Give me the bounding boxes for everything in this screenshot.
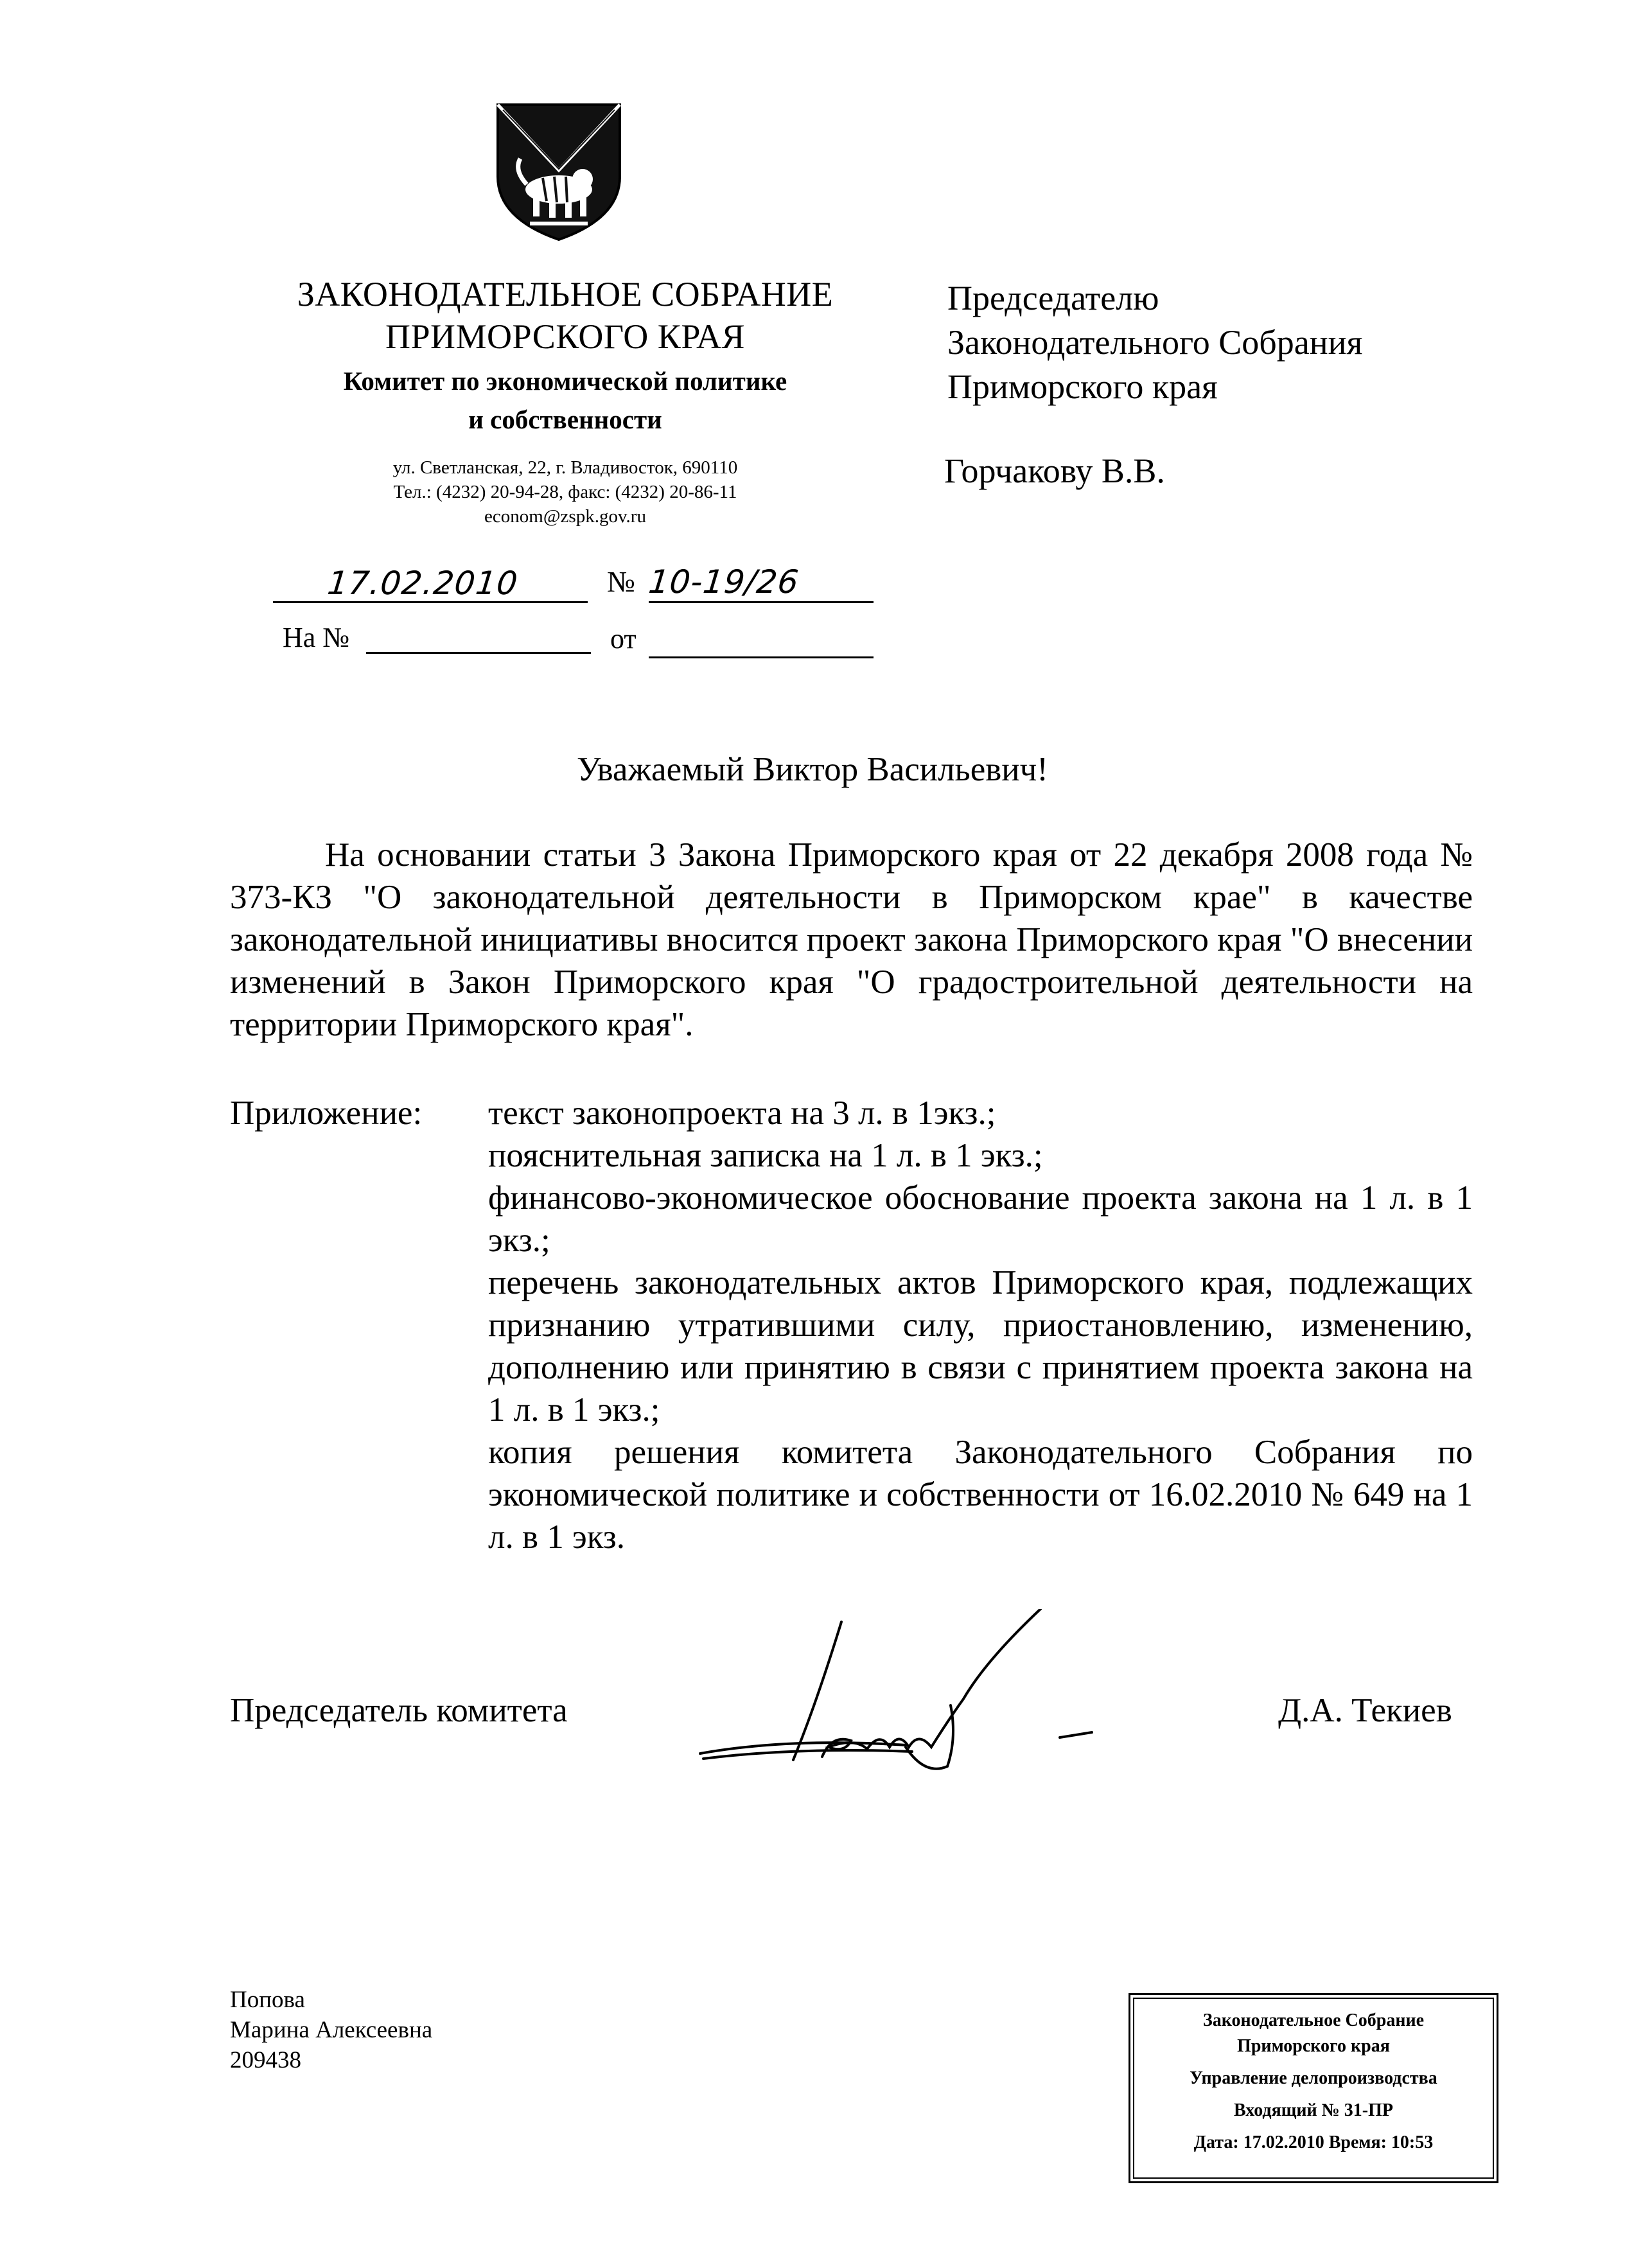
body-paragraph: На основании статьи 3 Закона Приморского края от 22 декабря 2008 года № 373-КЗ "О законодательной деятельности в Приморском крае" в качестве законодательной инициативы вносится проект закона Приморского края "О внесении изменений в Закон Приморского края "О градостроительной деятельности на территории Приморского края". (230, 836, 1473, 1043)
sender-block (244, 273, 886, 529)
executor-given-names: Марина Алексеевна (230, 2017, 433, 2043)
recipient-line3: Приморского края (947, 367, 1218, 406)
outgoing-number: 10-19/26 (646, 563, 801, 601)
organization-name-line1: ЗАКОНОДАТЕЛЬНОЕ СОБРАНИЕ (297, 275, 834, 313)
executor-info (230, 1985, 432, 2075)
reference-number-label: На № (283, 622, 350, 653)
outgoing-date-field (273, 559, 588, 603)
attachment-item: пояснительная записка на 1 л. в 1 экз.; (488, 1137, 1043, 1174)
organization-name-line2: ПРИМОРСКОГО КРАЯ (385, 317, 745, 356)
salutation: Уважаемый Виктор Васильевич! (577, 751, 1048, 788)
address-phone: Тел.: (4232) 20-94-28, факс: (4232) 20-86-11 (393, 482, 737, 502)
committee-name-line2: и собственности (468, 405, 662, 434)
handwritten-signature (694, 1609, 1156, 1802)
stamp-line2: Приморского края (1237, 2036, 1390, 2056)
reference-number-line (366, 652, 591, 654)
recipient-name: Горчакову В.В. (944, 452, 1165, 490)
incoming-registration-stamp (1129, 1993, 1498, 2183)
executor-surname: Попова (230, 1987, 305, 2013)
stamp-line1: Законодательное Собрание (1202, 2010, 1425, 2030)
coat-of-arms-icon (491, 100, 626, 244)
attachment-item: копия решения комитета Законодательного Собрания по экономической политике и собственности от 16.02.2010 № 649 на 1 л. в 1 экз. (488, 1434, 1473, 1556)
committee-name-line1: Комитет по экономической политике (343, 366, 787, 396)
attachment-item: перечень законодательных актов Приморского края, подлежащих признанию утратившими силу, приостановлению, изменению, дополнению или принятию в связи с принятием проекта закона на 1 л. в 1 экз.; (488, 1264, 1473, 1428)
address-street: ул. Светланская, 22, г. Владивосток, 690110 (392, 457, 738, 478)
stamp-content (1133, 1998, 1494, 2179)
signatory-title: Председатель комитета (230, 1692, 568, 1729)
reference-date-line (649, 656, 874, 658)
committee-name (244, 362, 886, 439)
recipient-line2: Законодательного Собрания (947, 323, 1363, 362)
signatory-name: Д.А. Текиев (1278, 1692, 1452, 1729)
recipient-line1: Председателю (947, 279, 1159, 317)
attachment-item: финансово-экономическое обоснование проекта закона на 1 л. в 1 экз.; (488, 1179, 1473, 1259)
outgoing-number-label: № (607, 565, 635, 598)
attachments-label: Приложение: (230, 1094, 423, 1132)
executor-phone: 209438 (230, 2047, 301, 2073)
attachment-item: текст законопроекта на 3 л. в 1экз.; (488, 1094, 996, 1132)
stamp-line4: Входящий № 31-ПР (1234, 2100, 1393, 2120)
reference-date-label: от (610, 623, 637, 655)
sender-address (244, 455, 886, 529)
outgoing-number-field (646, 559, 874, 603)
stamp-line5: Дата: 17.02.2010 Время: 10:53 (1193, 2132, 1434, 2152)
outgoing-date: 17.02.2010 (325, 565, 520, 602)
attachments-list (488, 1092, 1473, 1558)
recipient-block (947, 276, 1525, 409)
stamp-line3: Управление делопроизводства (1190, 2068, 1437, 2088)
address-email: econom@zspk.gov.ru (484, 506, 646, 527)
